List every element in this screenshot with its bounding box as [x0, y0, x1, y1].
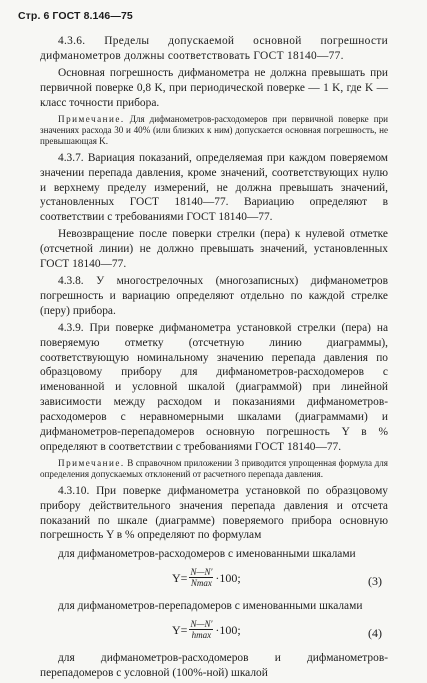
formula-4-rhs: ·100;: [215, 622, 241, 637]
formula-1-label: для дифманометров-расходомеров с именованными шкалами: [58, 548, 356, 561]
formula-5-label: для дифманометров-расходомеров и дифманометров-перепадомеров с условной (100%-ной) шкалой: [40, 652, 388, 680]
paragraph-4-3-7: 4.3.7. Вариация показаний, определяемая при каждом поверяемом значении перепада давления, кроме значений, соответствующих нулю и верхнему пределу измерений, не должна превышать значений, установленных ГОСТ 18140—77. Вариацию определяют в соответствии с требованиями ГОСТ 18140—77.: [40, 151, 388, 224]
formula-3-numerator: N—N′: [190, 567, 213, 578]
formula-2-label: для дифманометров-перепадомеров с именованными шкалами: [58, 600, 363, 613]
formula-4-fraction: [189, 619, 213, 641]
note-1: [40, 114, 388, 148]
paragraph-4-3-10: 4.3.10. При поверке дифманометра установкой по образцовому прибору действительного значения перепада давления и отсчета показаний по шкале (диаграмме) поверяемого прибора основную погрешность Υ в % определяют по формулам: [40, 484, 388, 542]
note-1-lead: Примечание.: [58, 113, 125, 124]
formula-4: [40, 617, 388, 647]
note-2: [40, 458, 388, 481]
formula-3-fraction: [189, 567, 213, 589]
formula-3-rhs: ·100;: [215, 570, 241, 585]
note-2-text: В справочном приложении 3 приводится упрощенная формула для определения допускаемых отклонений от расчетного перепада давления.: [40, 457, 388, 480]
page-header: Стр. 6 ГОСТ 8.146—75: [18, 10, 133, 22]
document-body: [40, 34, 388, 683]
paragraph-zero-return: Невозвращение после поверки стрелки (пера) к нулевой отметке (отсчетной линии) не должно превышать значений, установленных ГОСТ 18140—77.: [40, 228, 388, 271]
formula-4-numerator: N—N′: [190, 619, 213, 630]
formula-3-lhs: Υ=: [172, 570, 188, 585]
note-1-text: Для дифманометров-расходомеров при первичной поверке при значениях расхода 30 и 40% (или близких к ним) допускается основная погрешность, не превышающая K.: [40, 113, 388, 147]
formula-3-denominator: Nmax: [190, 578, 212, 589]
paragraph-main-error: Основная погрешность дифманометра не должна превышать при первичной поверке 0,8 K, при периодической поверке — 1 K, где K — класс точности прибора.: [40, 66, 388, 109]
paragraph-4-3-8: 4.3.8. У многострелочных (многозаписных) дифманометров погрешность и вариацию определяют отдельно по каждой стрелке (перу) прибора.: [40, 275, 388, 317]
formula-3: [40, 565, 388, 595]
formula-4-lhs: Υ=: [172, 622, 188, 637]
formula-3-number: (3): [368, 574, 382, 589]
formula-4-denominator: hmax: [191, 630, 212, 641]
paragraph-4-3-6: 4.3.6. Пределы допускаемой основной погрешности дифманометров должны соответствовать ГОСТ 18140—77.: [40, 35, 388, 62]
note-2-lead: Примечание.: [58, 457, 125, 468]
paragraph-4-3-9: 4.3.9. При поверке дифманометра установкой стрелки (пера) на поверяемую отметку (отсчетную линию диаграммы), соответствующую номинальному значению перепада давления по образцовому прибору для дифманометров-расходомеров с именованной и условной шкалой (диаграммой) при линейной зависимости между расходом и показаниями дифманометров-расходомеров с неравномерными шкалами (диаграммами) и дифманометров-перепадомеров основную погрешность Υ в % определяют в соответствии с требованиями ГОСТ 18140—77.: [40, 321, 388, 453]
formula-4-number: (4): [368, 626, 382, 641]
